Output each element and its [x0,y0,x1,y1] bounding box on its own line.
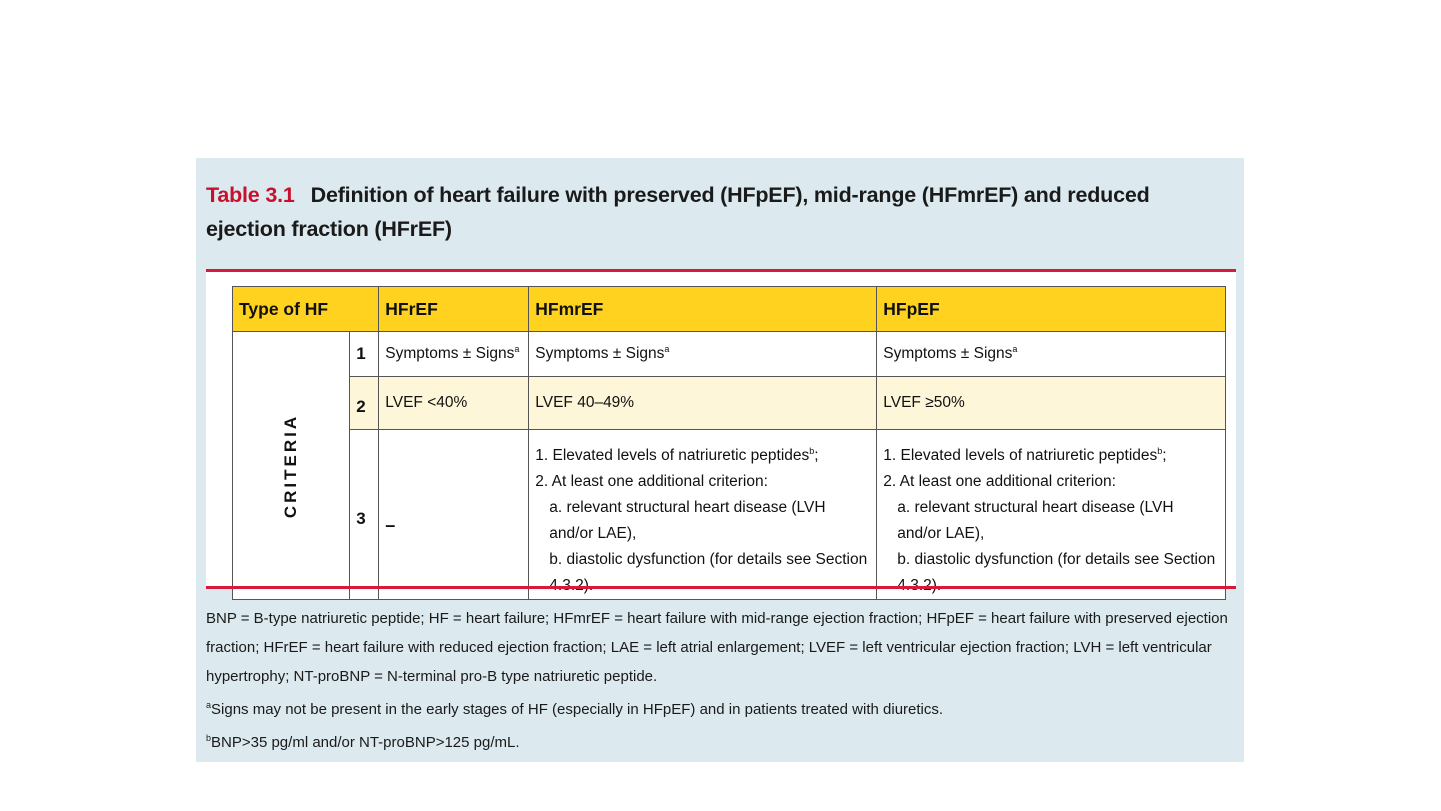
cell-hfmref: 1. Elevated levels of natriuretic peptides$^b$; 2. At least one additional criterion: a. relevant structural heart disease (LVH and/or LAE), b. diastolic dysfunction (for details see Section [529,430,877,600]
table-panel [196,158,1244,762]
hf-definition-table [232,286,1226,600]
criteria-cell [233,332,350,600]
table-notes [206,604,1236,757]
footnote-a: $^a$Signs may not be present in the early stages of HF (especially in HFpEF) and in patients treated with diuretics. [206,700,944,718]
table-row [233,377,1226,430]
criteria-label: CRITERIA [281,413,301,518]
table-area [206,272,1236,586]
cell-hfref: – [379,430,529,600]
bottom-rule [206,586,1236,589]
header-hfref: HFrEF [379,287,529,332]
table-label: Table 3.1 [206,183,295,207]
row-number: 2 [350,377,379,430]
cell-hfpef: 1. Elevated levels of natriuretic peptides$^b$; 2. At least one additional criterion: a. relevant structural heart disease (LVH and/or LAE), b. diastolic dysfunction (for details see Section [877,430,1226,600]
table-row [233,430,1226,600]
header-type-of-hf: Type of HF [233,287,379,332]
table-header-row [233,287,1226,332]
footnote-b: $^b$BNP>35 pg/ml and/or NT-proBNP>125 pg/mL. [206,733,520,751]
row-number: 3 [350,430,379,600]
cell-hfpef: LVEF ≥50% [877,377,1226,430]
header-hfpef: HFpEF [877,287,1226,332]
cell-hfpef: Symptoms ± Signs$^a$ [877,332,1226,377]
table-title: Definition of heart failure with preserved (HFpEF), mid-range (HFmrEF) and reduced ejection fraction (HFrEF) [206,183,1150,241]
table-caption [206,178,1216,246]
abbreviations-note: BNP = B-type natriuretic peptide; HF = heart failure; HFmrEF = heart failure with mid-range ejection fraction; HFpEF = heart failure with preserved ejection fraction; HFrEF = heart failure with reduced ejection fraction; LAE = left atrial enlargement; LVEF = left ventricular ejection fraction; LVH = left ventricular hypertrophy; NT-proBNP = N-terminal pro-B type natriuretic peptide. [206,610,1228,685]
cell-hfref: LVEF <40% [379,377,529,430]
cell-hfmref: LVEF 40–49% [529,377,877,430]
table-row [233,332,1226,377]
cell-hfmref: Symptoms ± Signs$^a$ [529,332,877,377]
cell-hfref: Symptoms ± Signs$^a$ [379,332,529,377]
header-hfmref: HFmrEF [529,287,877,332]
row-number: 1 [350,332,379,377]
